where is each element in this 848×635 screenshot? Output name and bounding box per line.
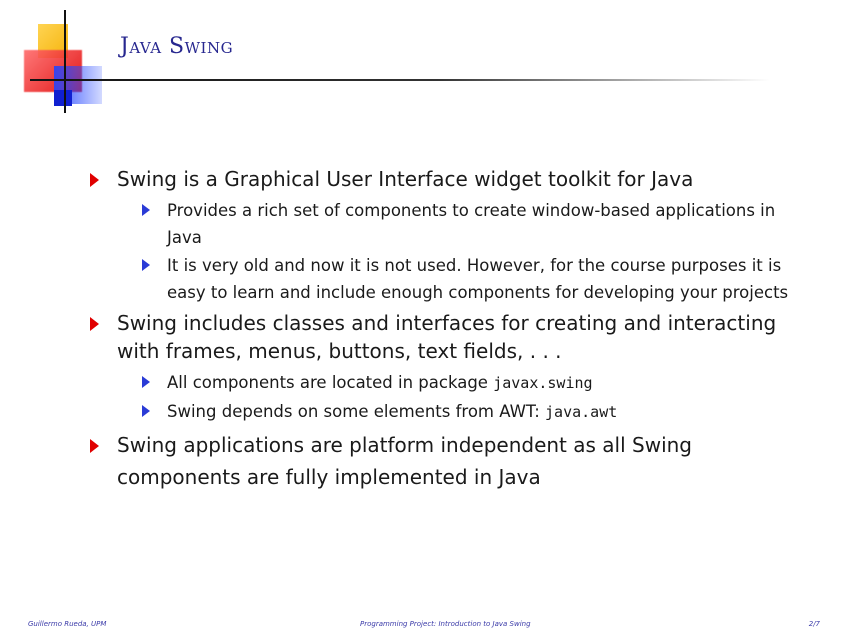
bullet-text: Swing is a Graphical User Interface widget toolkit for Java [117, 167, 694, 191]
code-package-name: javax.swing [493, 374, 593, 392]
logo-dark-blue-square [54, 90, 72, 106]
slide-content [90, 165, 810, 497]
subbullet-item [142, 197, 810, 251]
blue-triangle-bullet-icon [142, 259, 150, 271]
bullet-text: Swing applications are platform independent as all Swing components are fully implemented in Java [117, 433, 692, 489]
subbullet-text: Provides a rich set of components to create window-based applications in Java [167, 201, 776, 247]
blue-triangle-bullet-icon [142, 376, 150, 388]
footer-page-number: 2/7 [808, 620, 820, 628]
slide-title: Java Swing [120, 34, 234, 59]
footer-author: Guillermo Rueda, UPM [28, 620, 107, 628]
subbullet-text: It is very old and now it is not used. However, for the course purposes it is easy to learn and include enough components for developing your projects [167, 256, 789, 302]
subbullet-item [142, 369, 810, 397]
red-triangle-bullet-icon [90, 439, 99, 453]
subbullet-item [142, 252, 810, 306]
title-underline [30, 79, 770, 81]
bullet-item [90, 309, 810, 365]
beamer-logo [0, 0, 110, 115]
blue-triangle-bullet-icon [142, 204, 150, 216]
subbullet-text: Swing depends on some elements from AWT: [167, 402, 546, 421]
bullet-item [90, 165, 810, 193]
subbullet-text: All components are located in package [167, 373, 494, 392]
code-package-name: java.awt [545, 403, 618, 421]
subbullet-item [142, 398, 810, 426]
logo-vertical-line [64, 10, 66, 113]
red-triangle-bullet-icon [90, 173, 99, 187]
blue-triangle-bullet-icon [142, 405, 150, 417]
red-triangle-bullet-icon [90, 317, 99, 331]
bullet-text: Swing includes classes and interfaces for creating and interacting with frames, menus, buttons, text fields, . . . [117, 311, 777, 363]
bullet-item [90, 429, 810, 493]
footer-course: Programming Project: Introduction to Java Swing [360, 620, 531, 628]
